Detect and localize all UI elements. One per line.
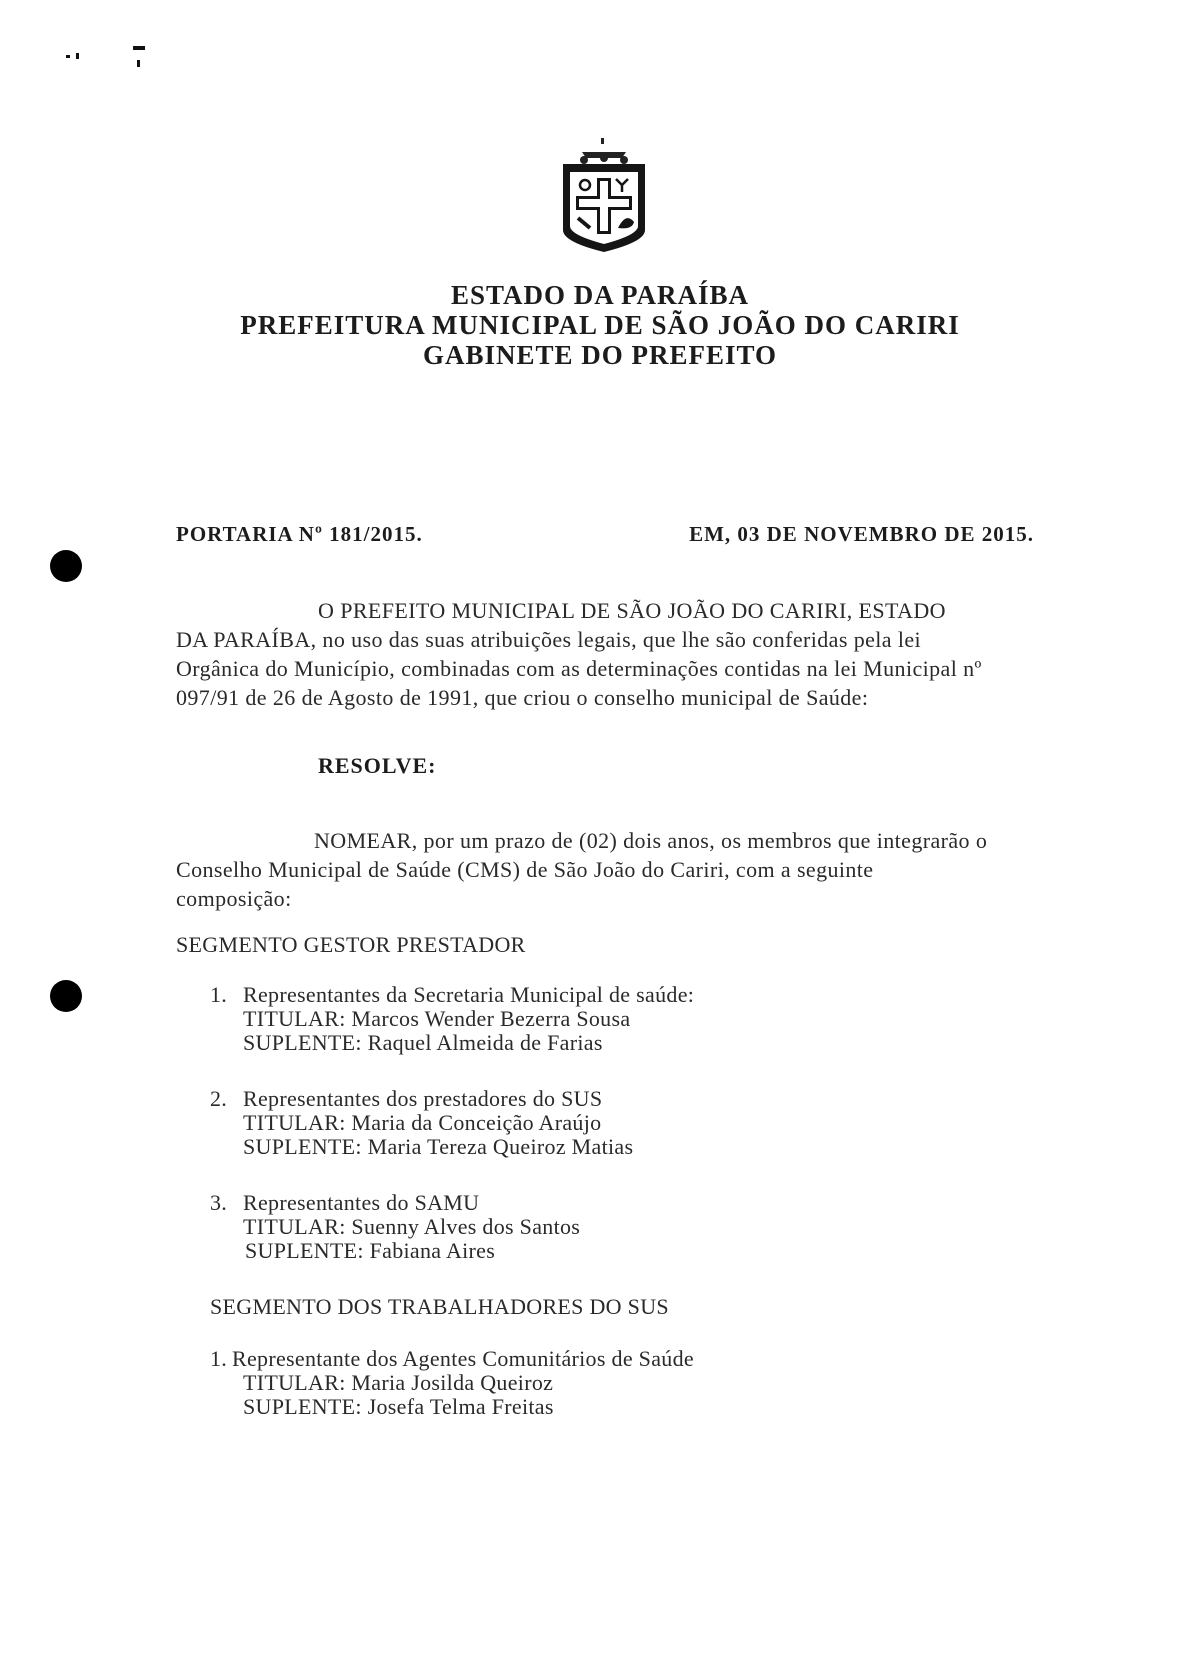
scan-speck [66, 55, 70, 58]
member-item [210, 982, 910, 1056]
segment-title: SEGMENTO GESTOR PRESTADOR [176, 932, 526, 957]
portaria-date: EM, 03 DE NOVEMBRO DE 2015. [689, 522, 1034, 546]
item-label: Representantes do SAMU [243, 1190, 480, 1215]
header-prefeitura: PREFEITURA MUNICIPAL DE SÃO JOÃO DO CARIRI [240, 310, 960, 340]
header-state: ESTADO DA PARAÍBA [450, 280, 750, 310]
resolve-heading: RESOLVE: [318, 753, 437, 778]
nomear-paragraph [176, 826, 1034, 913]
intro-line: DA PARAÍBA, no uso das suas atribuições legais, que lhe são conferidas pela lei [176, 627, 922, 652]
item-number: 3. [210, 1190, 228, 1215]
intro-paragraph [176, 596, 1034, 712]
item-label: Representantes da Secretaria Municipal de saúde: [243, 982, 695, 1007]
header-gabinete: GABINETE DO PREFEITO [422, 340, 778, 370]
intro-line: Orgânica do Município, combinadas com as determinações contidas na lei Municipal nº [176, 656, 982, 681]
intro-line: O PREFEITO MUNICIPAL DE SÃO JOÃO DO CARIRI, ESTADO [318, 598, 946, 623]
scan-speck [133, 46, 145, 50]
punch-hole [50, 550, 82, 582]
segment-title: SEGMENTO DOS TRABALHADORES DO SUS [210, 1294, 669, 1319]
suplente-line: SUPLENTE: Maria Tereza Queiroz Matias [243, 1134, 634, 1159]
member-item [210, 1346, 910, 1420]
item-label: Representante dos Agentes Comunitários de Saúde [232, 1346, 694, 1371]
titular-line: TITULAR: Suenny Alves dos Santos [243, 1214, 581, 1239]
intro-line: 097/91 de 26 de Agosto de 1991, que criou o conselho municipal de Saúde: [176, 685, 869, 710]
nomear-line: Conselho Municipal de Saúde (CMS) de São João do Cariri, com a seguinte [176, 857, 874, 882]
suplente-line: SUPLENTE: Josefa Telma Freitas [243, 1394, 554, 1419]
scan-speck [76, 53, 79, 59]
member-item [210, 1190, 910, 1264]
suplente-line: SUPLENTE: Raquel Almeida de Farias [243, 1030, 603, 1055]
titular-line: TITULAR: Marcos Wender Bezerra Sousa [243, 1006, 631, 1031]
item-number: 1. [210, 982, 228, 1007]
item-number: 1. [210, 1346, 228, 1371]
coat-of-arms-icon [560, 138, 648, 256]
punch-hole [50, 980, 82, 1012]
titular-line: TITULAR: Maria da Conceição Araújo [243, 1110, 602, 1135]
scan-speck [137, 60, 140, 67]
nomear-line: composição: [176, 886, 292, 911]
portaria-number: PORTARIA Nº 181/2015. [176, 522, 423, 546]
item-number: 2. [210, 1086, 228, 1111]
member-item [210, 1086, 910, 1160]
suplente-line: SUPLENTE: Fabiana Aires [245, 1238, 496, 1263]
nomear-line: NOMEAR, por um prazo de (02) dois anos, os membros que integrarão o [314, 828, 988, 853]
titular-line: TITULAR: Maria Josilda Queiroz [243, 1370, 554, 1395]
item-label: Representantes dos prestadores do SUS [243, 1086, 603, 1111]
